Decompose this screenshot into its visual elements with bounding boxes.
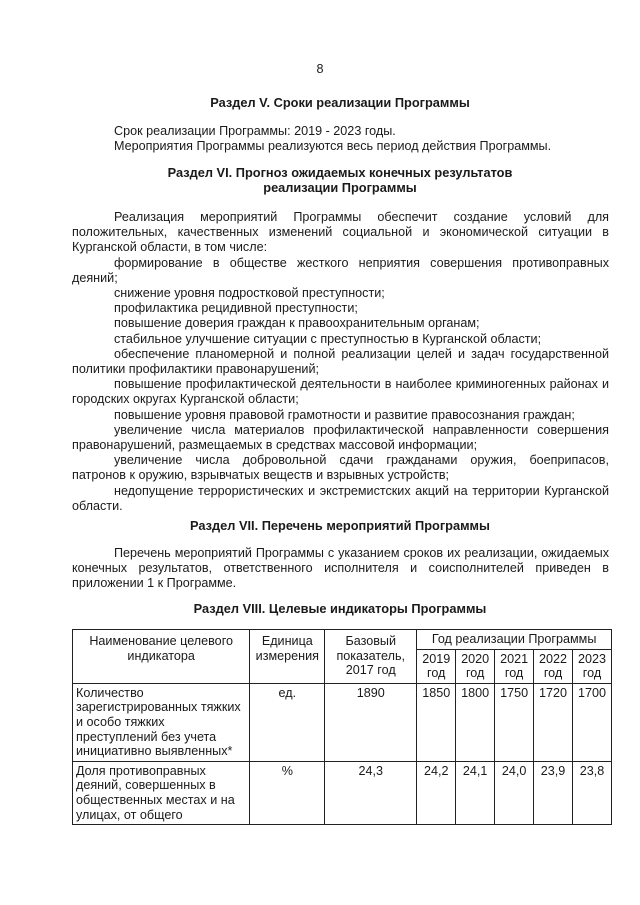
row-value-2022: 23,9: [534, 761, 573, 824]
result-item: увеличение числа добровольной сдачи гражданами оружия, боеприпасов, патронов к оружию, взрывчатых веществ и взрывных устройств;: [72, 453, 609, 483]
result-item: профилактика рецидивной преступности;: [114, 301, 358, 316]
section6-intro: Реализация мероприятий Программы обеспечит создание условий для положительных, качественных изменений социальной и экономической ситуации в Курганской области, в том числе:: [72, 210, 609, 255]
section7-heading: Раздел VII. Перечень мероприятий Программы: [190, 518, 490, 533]
result-item: обеспечение планомерной и полной реализации целей и задач государственной политики профилактики правонарушений;: [72, 346, 609, 377]
table-row: [73, 761, 612, 824]
section6-body: [72, 210, 609, 514]
row-base-value: 24,3: [325, 761, 417, 824]
row-value-2023: 1700: [572, 683, 611, 761]
page-number: 8: [316, 62, 324, 76]
row-value-2020: 1800: [456, 683, 495, 761]
header-indicator-name: Наименование целевого индикатора: [73, 630, 250, 684]
row-indicator-name: Доля противоправных деяний, совершенных в общественных местах и на улицах, от общего: [73, 761, 250, 824]
section8-heading: Раздел VIII. Целевые индикаторы Программы: [193, 601, 487, 616]
section7-body: [72, 546, 609, 592]
row-value-2020: 24,1: [456, 761, 495, 824]
header-year-2021: 2021 год: [495, 649, 534, 683]
header-years-group: Год реализации Программы: [417, 630, 612, 650]
table-header-row: [73, 630, 612, 650]
header-year-2020: 2020 год: [456, 649, 495, 683]
header-year-2022: 2022 год: [534, 649, 573, 683]
row-value-2023: 23,8: [572, 761, 611, 824]
section7-text: Перечень мероприятий Программы с указанием сроков их реализации, ожидаемых конечных результатов, ответственного исполнителя и соисполнителей приведен в приложении 1 к Программе.: [72, 546, 609, 591]
section6-heading-line2: реализации Программы: [263, 180, 417, 195]
result-item: повышение уровня правовой грамотности и развитие правосознания граждан;: [114, 407, 575, 422]
result-item: стабильное улучшение ситуации с преступностью в Курганской области;: [114, 331, 542, 346]
row-value-2019: 24,2: [417, 761, 456, 824]
row-indicator-name: Количество зарегистрированных тяжких и особо тяжких преступлений без учета инициативно выявленных*: [73, 683, 250, 761]
result-item: повышение доверия граждан к правоохранительным органам;: [114, 316, 480, 331]
row-unit: ед.: [250, 683, 325, 761]
result-item: формирование в обществе жесткого неприятия совершения противоправных деяний;: [72, 255, 609, 285]
header-unit: Единица измерения: [250, 630, 325, 684]
header-base-value: Базовый показатель, 2017 год: [325, 630, 417, 684]
section5-line1: Срок реализации Программы: 2019 - 2023 годы.: [114, 124, 396, 138]
row-value-2019: 1850: [417, 683, 456, 761]
header-year-2023: 2023 год: [572, 649, 611, 683]
row-unit: %: [250, 761, 325, 824]
header-year-2019: 2019 год: [417, 649, 456, 683]
row-base-value: 1890: [325, 683, 417, 761]
section5-heading: Раздел V. Сроки реализации Программы: [210, 95, 470, 110]
result-item: недопущение террористических и экстремистских акций на территории Курганской области.: [72, 483, 609, 513]
section5-body: [114, 124, 609, 154]
section6-heading-line1: Раздел VI. Прогноз ожидаемых конечных результатов: [167, 165, 513, 180]
result-item: снижение уровня подростковой преступности;: [114, 286, 385, 301]
row-value-2022: 1720: [534, 683, 573, 761]
section5-line2: Мероприятия Программы реализуются весь период действия Программы.: [114, 139, 552, 154]
table-row: [73, 683, 612, 761]
target-indicators-table: [72, 629, 612, 825]
row-value-2021: 24,0: [495, 761, 534, 824]
result-item: увеличение числа материалов профилактической направленности совершения правонарушений, размещаемых в средствах массовой информации;: [72, 422, 609, 453]
row-value-2021: 1750: [495, 683, 534, 761]
result-item: повышение профилактической деятельности в наиболее криминогенных районах и городских округах Курганской области;: [72, 377, 609, 407]
section6-heading: [70, 165, 610, 195]
